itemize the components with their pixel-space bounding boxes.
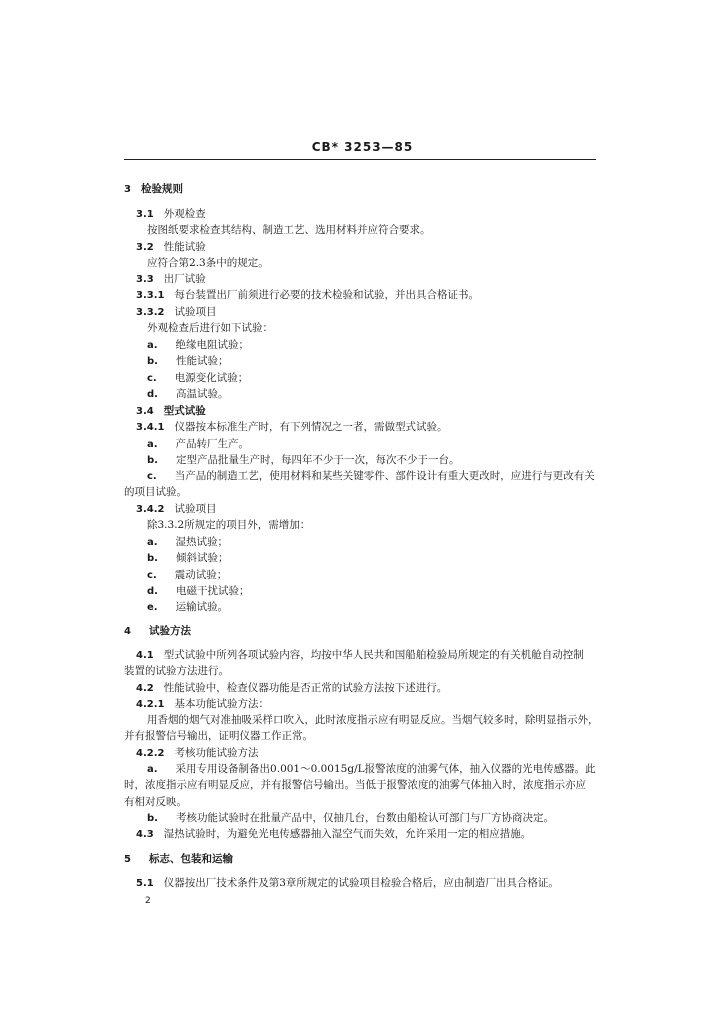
clause-3-2-body: 应符合第2.3条中的规定。	[147, 257, 269, 269]
clause-4-1-cont: 装置的试验方法进行。	[124, 665, 229, 677]
clause-3-3-2-intro: 外观检查后进行如下试验：	[147, 322, 273, 334]
clause-3-2-heading: 3.2 性能试验	[136, 241, 206, 253]
clause-3-1-body: 按图纸要求检查其结构、制造工艺、选用材料并应符合要求。	[147, 224, 431, 236]
clause-3-4-1: 3.4.1 仪器按本标准生产时，有下列情况之一者，需做型式试验。	[136, 421, 448, 433]
clause-4-2-1-body: 用香烟的烟气对准抽吸采样口吹入，此时浓度指示应有明显反应。当烟气较多时，除明显指示外，	[147, 714, 599, 726]
list-item: b. 性能试验；	[147, 355, 229, 367]
page-number: 2	[145, 896, 151, 906]
clause-3-4-heading: 3.4 型式试验	[136, 405, 206, 417]
clause-3-4-2-intro: 除3.3.2所规定的项目外，需增加：	[147, 519, 311, 531]
list-item: d. 高温试验。	[147, 388, 229, 400]
header-rule	[124, 159, 596, 160]
clause-3-4-2-heading: 3.4.2 试验项目	[136, 503, 217, 515]
list-item: a. 绝缘电阻试验；	[147, 339, 250, 351]
clause-4-2-2-heading: 4.2.2 考核功能试验方法	[136, 747, 259, 759]
section-4-heading: 4 试验方法	[124, 625, 191, 637]
list-item-continuation: 的项目试验。	[124, 486, 187, 498]
list-item: d. 电磁干扰试验；	[147, 585, 250, 597]
section-5-heading: 5 标志、包装和运输	[124, 853, 233, 865]
list-item: c. 电源变化试验；	[147, 372, 249, 384]
clause-4-2-2-a: a. 采用专用设备制备出0.001～0.0015g/L报警浓度的油雾气体，抽入仪器的光电传感器。此	[147, 763, 596, 775]
clause-3-3-1: 3.3.1 每台装置出厂前须进行必要的技术检验和试验，并出具合格证书。	[136, 289, 479, 301]
clause-4-1: 4.1 型式试验中所列各项试验内容，均按中华人民共和国船舶检验局所规定的有关机舱自动控制	[136, 649, 584, 661]
clause-4-2-1-heading: 4.2.1 基本功能试验方法：	[136, 698, 269, 710]
clause-4-2: 4.2 性能试验中，检查仪器功能是否正常的试验方法按下述进行。	[136, 682, 448, 694]
clause-4-2-1-cont: 并有报警信号输出，证明仪器工作正常。	[124, 730, 313, 742]
list-item: a. 产品转厂生产。	[147, 438, 250, 450]
list-item: b. 倾斜试验；	[147, 552, 229, 564]
clause-3-3-2-heading: 3.3.2 试验项目	[136, 306, 217, 318]
list-item: e. 运输试验。	[147, 601, 229, 613]
list-item: a. 湿热试验；	[147, 536, 229, 548]
clause-3-3-heading: 3.3 出厂试验	[136, 273, 206, 285]
clause-5-1: 5.1 仪器按出厂技术条件及第3章所规定的试验项目检验合格后，应由制造厂出具合格证。	[136, 877, 559, 889]
clause-4-3: 4.3 湿热试验时，为避免光电传感器抽入湿空气而失效，允许采用一定的相应措施。	[136, 828, 532, 840]
section-3-heading: 3 检验规则	[124, 183, 183, 195]
list-item: b. 定型产品批量生产时，每四年不少于一次，每次不少于一台。	[147, 454, 460, 466]
clause-4-2-2-a-cont: 时，浓度指示应有明显反应，并有报警信号输出。当低于报警浓度的油雾气体抽入时，浓度指示亦应	[124, 779, 586, 791]
standard-code: CB* 3253—85	[311, 140, 414, 154]
list-item: c. 震动试验；	[147, 569, 228, 581]
list-item: c. 当产品的制造工艺，使用材料和某些关键零件、部件设计有重大更改时，应进行与更改有关	[147, 470, 595, 482]
clause-4-2-2-b: b. 考核功能试验时在批量产品中，仅抽几台，台数由船检认可部门与厂方协商决定。	[147, 812, 554, 824]
clause-4-2-2-a-cont: 有相对反映。	[124, 796, 187, 808]
clause-3-1-heading: 3.1 外观检查	[136, 208, 206, 220]
